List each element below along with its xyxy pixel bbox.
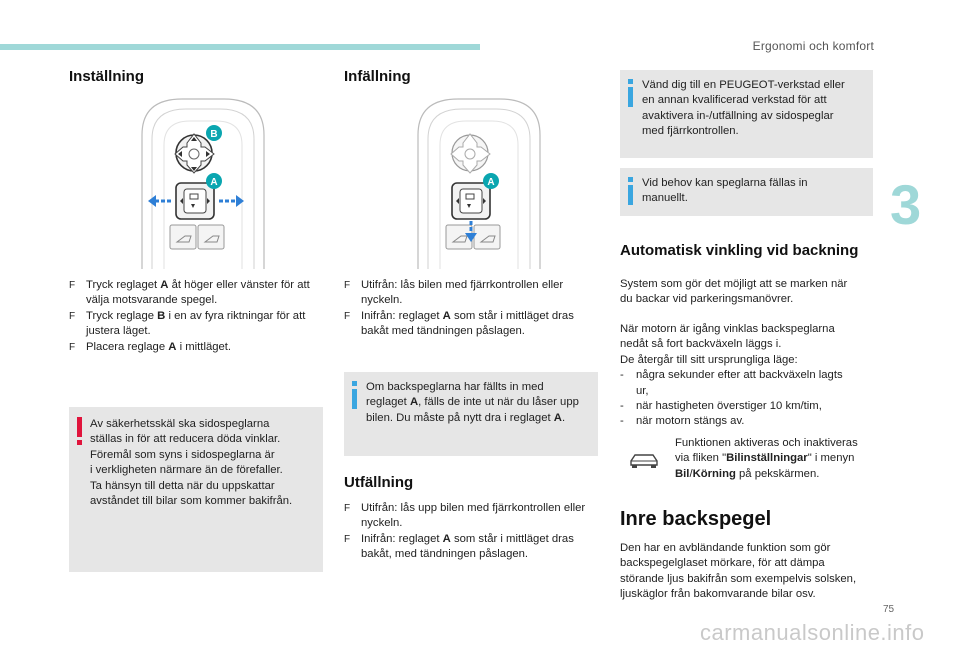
automatisk-description: När motorn är igång vinklas backspeglarna nedåt så fort backväxeln läggs i. De återgår till sitt ursprungliga läge: - några sekunder efter att backväxeln lagts ur, - när hastigheten överstiger 10 km/tim, - när motorn stängs av.: [620, 322, 880, 430]
info-icon: [352, 381, 357, 414]
list-item: F Placera reglage A i mittläget.: [69, 340, 324, 355]
car-icon: [628, 451, 660, 471]
infallning-heading: Infällning: [344, 68, 411, 85]
step-marker: F: [69, 310, 76, 322]
warning-icon: [77, 417, 82, 450]
infallning-steps: [344, 278, 599, 340]
chapter-number: 3: [890, 173, 922, 236]
list-item: - några sekunder efter att backväxeln lagts ur,: [620, 369, 843, 397]
car-settings-note: Funktionen aktiveras och inaktiveras via fliken "Bilinställningar" i menyn Bil/Körning på pekskärmen.: [675, 437, 858, 480]
step-marker: F: [344, 310, 351, 322]
list-item: F Utifrån: lås upp bilen med fjärrkontrollen eller nyckeln.: [344, 502, 586, 530]
automatisk-heading: Automatisk vinkling vid backning: [620, 242, 859, 259]
header-accent-bar: [0, 44, 480, 50]
step-marker: F: [344, 533, 351, 545]
manual-fold-info-box: Vid behov kan speglarna fällas in manuellt.: [620, 168, 873, 216]
automatisk-intro: System som gör det möjligt att se marken när du backar vid parkeringsmanövrer.: [620, 278, 848, 306]
info-icon: [628, 177, 633, 210]
step-marker: F: [69, 280, 76, 291]
list-item: F Inifrån: reglaget A som står i mittläget dras bakåt med tändningen påslagen.: [344, 309, 574, 338]
inre-description: Den har en avbländande funktion som gör backspegelglaset mörkare, för att dämpa störande ljus bakifrån som exempelvis solsken, ljuskäglor från bakomvarande bilar osv.: [620, 542, 857, 601]
step-marker: F: [69, 341, 76, 353]
list-item: - när motorn stängs av.: [620, 415, 745, 428]
mirror-control-figure-adjust: [140, 97, 266, 269]
safety-warning-box: Av säkerhetsskäl ska sidospeglarna ställas in för att reducera döda vinklar. Föremål som syns i sidospeglarna är i verkligheten närmare än de förefaller. Ta hänsyn till detta när du uppskattar avståndet till bilar som kommer bakifrån.: [69, 407, 323, 572]
fold-info-box: Om backspeglarna har fällts in med reglaget A, fälls de inte ut när du låser upp bilen. Du måste på nytt dra i reglaget A.: [344, 372, 598, 456]
callout-a-label: A: [487, 177, 495, 188]
mirror-control-figure-fold: [416, 97, 542, 269]
callout-b-label: B: [210, 129, 218, 140]
step-marker: F: [344, 503, 351, 514]
section-header-title: Ergonomi och komfort: [752, 39, 874, 53]
list-item: - när hastigheten överstiger 10 km/tim,: [620, 400, 822, 413]
installning-steps: [69, 278, 324, 355]
list-item: F Inifrån: reglaget A som står i mittläget dras bakåt, med tändningen påslagen.: [344, 532, 574, 561]
info-icon: [628, 79, 633, 112]
installning-heading: Inställning: [69, 68, 144, 85]
page-number: 75: [883, 604, 895, 615]
watermark: carmanualsonline.info: [700, 620, 925, 645]
reset-conditions-list: [620, 368, 880, 430]
callout-a-label: A: [210, 177, 218, 188]
list-item: F Tryck reglage B i en av fyra riktningar för att justera läget.: [69, 309, 306, 338]
step-marker: F: [344, 280, 351, 291]
list-item: F Utifrån: lås bilen med fjärrkontrollen eller nyckeln.: [344, 279, 564, 307]
list-item: F Tryck reglaget A åt höger eller vänster för att välja motsvarande spegel.: [69, 279, 310, 307]
utfallning-heading: Utfällning: [344, 474, 414, 491]
inre-heading: Inre backspegel: [620, 508, 772, 530]
workshop-info-box: Vänd dig till en PEUGEOT-verkstad eller en annan kvalificerad verkstad för att avaktivera in-/utfällning av sidospeglar med fjärrkontrollen.: [620, 70, 873, 158]
utfallning-steps: [344, 501, 599, 563]
